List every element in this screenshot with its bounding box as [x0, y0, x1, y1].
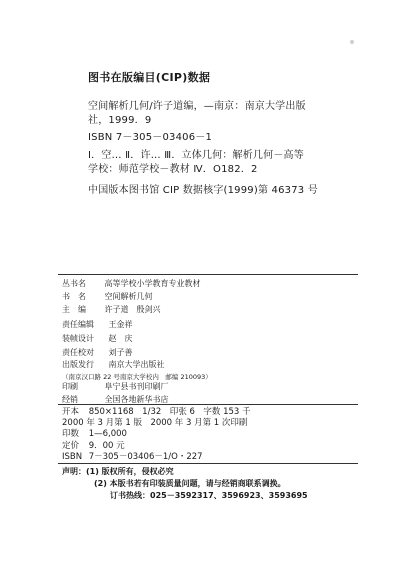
- editor-value: 王金祥: [108, 320, 133, 329]
- count-row: [62, 429, 127, 439]
- format-label: 开本: [62, 407, 80, 417]
- cip-number-line: 中国版本图书馆 CIP 数据核字(1999)第 46373 号: [88, 185, 318, 196]
- cip-line-1: 空间解析几何/许子道编，—南京：南京大学出版: [88, 101, 306, 112]
- cip-title: 图书在版编目(CIP)数据: [88, 71, 211, 84]
- series-value: 高等学校小学教育专业教材: [104, 279, 201, 288]
- dist-label: 经销: [62, 395, 78, 404]
- page-dot: [350, 40, 354, 44]
- cip-line-5: 学校：师范学校－教材 Ⅳ．O182．2: [88, 164, 258, 175]
- design-label: 装帧设计: [62, 334, 94, 343]
- design-value: 赵 庆: [108, 334, 133, 343]
- book-value: 空间解析几何: [104, 292, 153, 301]
- publisher-value: 南京大学出版社: [108, 360, 165, 369]
- design-row: [62, 334, 133, 344]
- notice-line-1: 声明：(1) 版权所有，侵权必究: [62, 467, 174, 476]
- isbn-label: ISBN: [62, 452, 83, 462]
- format-row: [62, 407, 251, 417]
- top-rule: [58, 274, 358, 275]
- book-row: [62, 292, 153, 302]
- price-row: [62, 441, 125, 451]
- cip-line-2: 社，1999．9: [88, 115, 152, 126]
- edition-row: 2000 年 3 月第 1 版 2000 年 3 月第 1 次印刷: [62, 418, 248, 428]
- isbn-row: [62, 452, 203, 462]
- editor-label: 责任编辑: [62, 320, 94, 329]
- middle-rule: [58, 404, 358, 405]
- publisher-address: （南京汉口路 22 号南京大学校内 邮编 210093）: [62, 373, 212, 381]
- bottom-rule: [58, 463, 358, 464]
- series-label: 丛书名: [62, 279, 86, 288]
- publisher-label: 出版发行: [62, 360, 94, 369]
- count-value: 1—6,000: [88, 429, 127, 439]
- author-row: [62, 305, 161, 315]
- book-label: 书 名: [62, 292, 86, 301]
- count-label: 印数: [62, 429, 80, 439]
- publisher-row: [62, 360, 165, 370]
- print-row: [62, 382, 169, 392]
- editor-row: [62, 320, 133, 330]
- author-label: 主 编: [62, 305, 86, 314]
- price-value: 9．00 元: [88, 441, 125, 451]
- price-label: 定价: [62, 441, 80, 451]
- print-label: 印刷: [62, 382, 78, 391]
- cip-line-4: Ⅰ．空… Ⅱ．许… Ⅲ．立体几何：解析几何－高等: [88, 150, 304, 161]
- isbn-value: 7－305－03406－1/O・227: [88, 452, 203, 462]
- notice-line-2: (2) 本版书若有印装质量问题，请与经销商联系调换。: [94, 479, 286, 488]
- notice-line-3: 订书热线：025－3592317、3596923、3593695: [110, 491, 308, 500]
- proof-row: [62, 348, 133, 358]
- proof-label: 责任校对: [62, 348, 94, 357]
- author-value: 许子道 殷剑兴: [104, 305, 161, 314]
- format-value: 850×1168 1/32 印张 6 字数 153 千: [88, 407, 251, 417]
- print-value: 阜宁县书刊印刷厂: [104, 382, 169, 391]
- dist-value: 全国各地新华书店: [104, 395, 169, 404]
- cip-line-3: ISBN 7－305－03406－1: [88, 132, 213, 143]
- series-row: [62, 279, 201, 289]
- proof-value: 刘子善: [108, 348, 133, 357]
